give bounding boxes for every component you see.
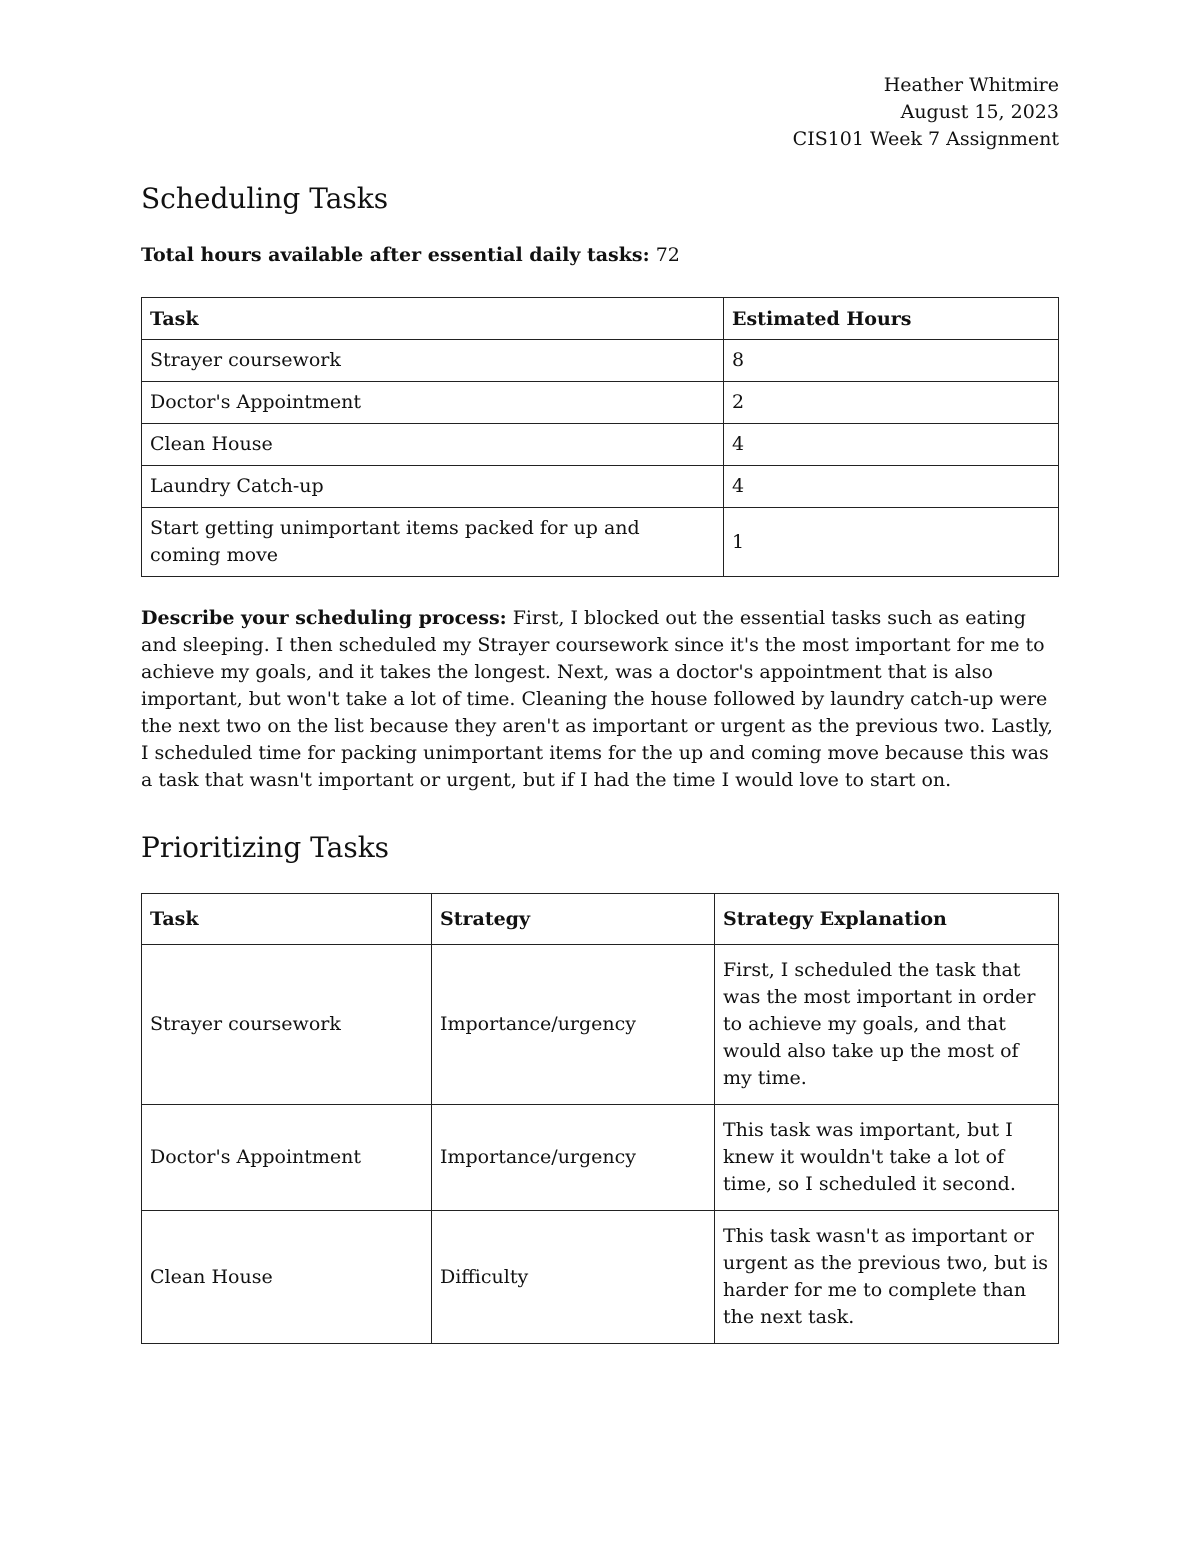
column-header-task: Task [142, 894, 432, 945]
task-cell: Clean House [142, 1211, 432, 1344]
column-header-explanation: Strategy Explanation [715, 894, 1059, 945]
table-header-row [142, 298, 1059, 340]
table-row [142, 508, 1059, 577]
total-hours-label: Total hours available after essential daily tasks: [141, 244, 650, 266]
hours-cell: 4 [724, 424, 1059, 466]
explanation-cell: This task wasn't as important or urgent as the previous two, but is harder for me to complete than the next task. [715, 1211, 1059, 1344]
author-name: Heather Whitmire [883, 74, 1059, 96]
table-header-row [142, 894, 1059, 945]
document-date: August 15, 2023 [900, 101, 1059, 123]
task-cell: Doctor's Appointment [142, 382, 724, 424]
strategy-cell: Importance/urgency [432, 945, 715, 1105]
task-cell: Strayer coursework [142, 945, 432, 1105]
task-cell: Start getting unimportant items packed for up and coming move [142, 508, 724, 577]
explanation-cell: This task was important, but I knew it wouldn't take a lot of time, so I scheduled it second. [715, 1105, 1059, 1211]
column-header-hours: Estimated Hours [724, 298, 1059, 340]
scheduling-heading: Scheduling Tasks [141, 182, 389, 215]
scheduling-table [141, 297, 1059, 577]
table-row [142, 1211, 1059, 1344]
prioritizing-table [141, 893, 1059, 1344]
table-row [142, 382, 1059, 424]
task-cell: Clean House [142, 424, 724, 466]
table-row [142, 424, 1059, 466]
strategy-cell: Difficulty [432, 1211, 715, 1344]
column-header-task: Task [142, 298, 724, 340]
process-text: First, I blocked out the essential tasks such as eating and sleeping. I then scheduled my Strayer coursework since it's the most important for me to achieve my goals, and it takes the longest. Next, was a doctor's appointment that is also important, but won't take a lot of time. Cleaning the house followed by laundry catch-up were the next two on the list because they aren't as important or urgent as the previous two. Lastly, I scheduled time for packing unimportant items for the up and coming move because this was a task that wasn't important or urgent, but if I had the time I would love to start on. [141, 607, 1053, 791]
hours-cell: 1 [724, 508, 1059, 577]
table-row [142, 466, 1059, 508]
scheduling-process-paragraph [141, 605, 1061, 794]
course-title: CIS101 Week 7 Assignment [792, 128, 1059, 150]
table-row [142, 1105, 1059, 1211]
explanation-cell: First, I scheduled the task that was the most important in order to achieve my goals, and that would also take up the most of my time. [715, 945, 1059, 1105]
strategy-cell: Importance/urgency [432, 1105, 715, 1211]
hours-cell: 2 [724, 382, 1059, 424]
total-hours-line [141, 244, 680, 266]
task-cell: Strayer coursework [142, 340, 724, 382]
prioritizing-heading: Prioritizing Tasks [141, 831, 390, 864]
column-header-strategy: Strategy [432, 894, 715, 945]
task-cell: Doctor's Appointment [142, 1105, 432, 1211]
table-row [142, 945, 1059, 1105]
header-block [793, 72, 1059, 153]
task-cell: Laundry Catch-up [142, 466, 724, 508]
hours-cell: 8 [724, 340, 1059, 382]
total-hours-value: 72 [655, 244, 680, 266]
hours-cell: 4 [724, 466, 1059, 508]
table-row [142, 340, 1059, 382]
process-label: Describe your scheduling process: [141, 607, 507, 629]
